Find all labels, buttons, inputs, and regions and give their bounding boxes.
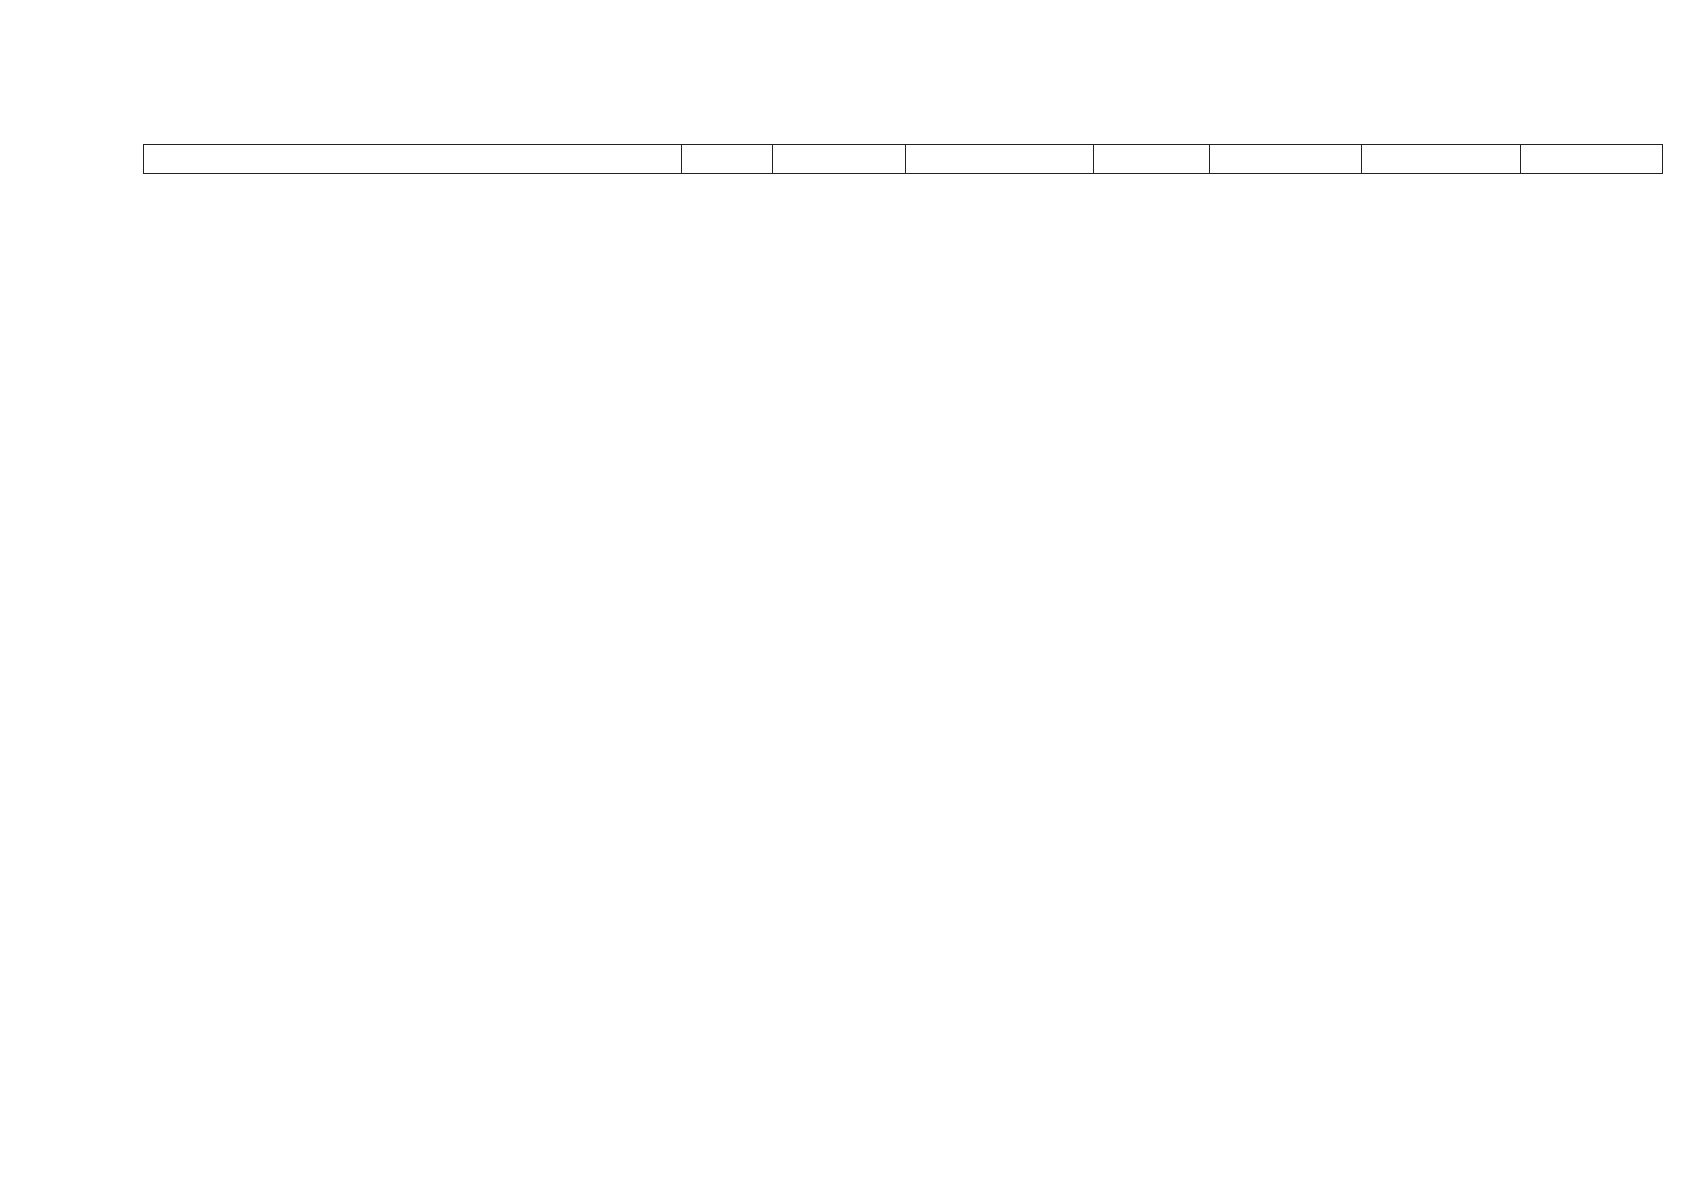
budget-table xyxy=(143,144,1663,174)
cell-amount-col7 xyxy=(1362,174,1521,175)
column-header xyxy=(1362,145,1521,174)
table-row xyxy=(144,174,1663,175)
cell-expense-type xyxy=(1094,174,1210,175)
cell-target-article xyxy=(906,174,1094,175)
cell-subsection xyxy=(773,174,906,175)
column-header xyxy=(1210,145,1362,174)
column-header xyxy=(773,145,906,174)
cell-amount-col6 xyxy=(1210,174,1362,175)
cell-name xyxy=(144,174,682,175)
column-header xyxy=(906,145,1094,174)
header-row xyxy=(144,145,1663,174)
column-header xyxy=(1521,145,1663,174)
column-header xyxy=(144,145,682,174)
cell-section xyxy=(682,174,773,175)
column-header xyxy=(682,145,773,174)
column-header xyxy=(1094,145,1210,174)
cell-amount-col8 xyxy=(1521,174,1663,175)
